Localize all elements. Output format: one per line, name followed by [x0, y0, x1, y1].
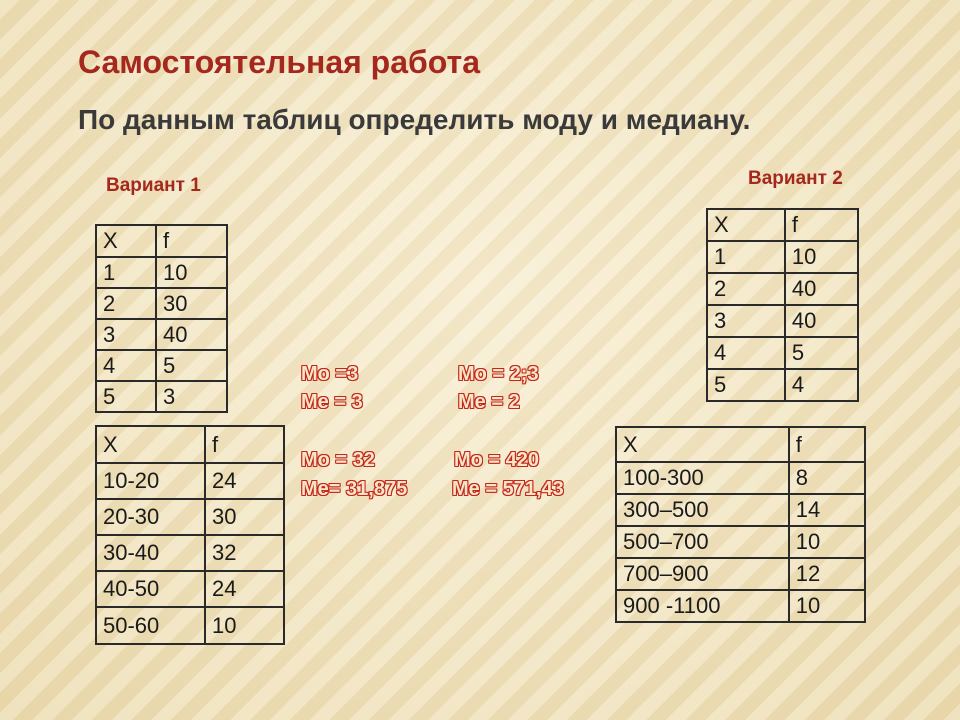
table-row: [96, 288, 227, 319]
table-cell: 4: [707, 337, 785, 369]
table-row: [616, 526, 865, 558]
table-cell: 10: [789, 526, 865, 558]
table-cell: 30: [205, 499, 284, 535]
header-cell: X: [96, 225, 156, 257]
table-cell: 24: [205, 463, 284, 499]
table-cell: 3: [96, 319, 156, 350]
header-cell: f: [156, 225, 227, 257]
table-cell: 4: [785, 369, 858, 401]
answer-v1-mode-discrete: Мо =3: [301, 363, 359, 385]
table-cell: 10: [205, 607, 284, 644]
table-cell: 40: [156, 319, 227, 350]
table-cell: 10: [156, 257, 227, 288]
table-row: [707, 305, 858, 337]
table-row: [96, 350, 227, 381]
table-row: [96, 257, 227, 288]
answer-v1-median-interval: Ме= 31,875: [301, 478, 408, 500]
table-cell: 3: [156, 381, 227, 412]
variant-1-label: Вариант 1: [106, 175, 201, 196]
table-cell: 5: [96, 381, 156, 412]
answer-v2-mode-interval: Мо = 420: [454, 449, 540, 471]
table-cell: 10: [789, 590, 865, 622]
header-cell: f: [785, 209, 858, 241]
answer-v1-median-discrete: Ме = 3: [301, 391, 363, 413]
answer-v2-median-interval: Ме = 571,43: [452, 478, 564, 500]
table-cell: 100-300: [616, 462, 789, 494]
variant-1-interval-table: [95, 425, 285, 645]
answer-v1-mode-interval: Мо = 32: [301, 449, 375, 471]
table-cell: 10-20: [96, 463, 205, 499]
table-cell: 14: [789, 494, 865, 526]
variant-2-label: Вариант 2: [748, 168, 843, 189]
table-row: [96, 607, 284, 644]
table-cell: 40: [785, 273, 858, 305]
table-cell: 5: [707, 369, 785, 401]
table-cell: 30-40: [96, 535, 205, 571]
table-cell: 5: [156, 350, 227, 381]
variant-2-interval-table: [615, 426, 866, 623]
table-row: [96, 319, 227, 350]
header-cell: f: [205, 426, 284, 463]
table-row: [616, 558, 865, 590]
table-cell: 700–900: [616, 558, 789, 590]
table-cell: 2: [96, 288, 156, 319]
table-row: [616, 462, 865, 494]
table-row: [96, 463, 284, 499]
variant-1-discrete-table: [95, 224, 228, 413]
table-row: [616, 590, 865, 622]
table-cell: 10: [785, 241, 858, 273]
table-cell: 3: [707, 305, 785, 337]
header-cell: X: [707, 209, 785, 241]
table-cell: 20-30: [96, 499, 205, 535]
table-cell: 300–500: [616, 494, 789, 526]
table-row: [96, 571, 284, 607]
table-cell: 30: [156, 288, 227, 319]
answer-v2-mode-discrete: Мо = 2;3: [458, 363, 539, 385]
table-cell: 8: [789, 462, 865, 494]
table-row: [707, 369, 858, 401]
table-row: [707, 337, 858, 369]
table-row: [707, 273, 858, 305]
header-cell: X: [96, 426, 205, 463]
table-cell: 24: [205, 571, 284, 607]
header-cell: f: [789, 427, 865, 462]
variant-2-discrete-table: [706, 208, 859, 402]
table-cell: 1: [96, 257, 156, 288]
table-cell: 1: [707, 241, 785, 273]
table-cell: 50-60: [96, 607, 205, 644]
table-row: [96, 381, 227, 412]
table-cell: 32: [205, 535, 284, 571]
header-cell: X: [616, 427, 789, 462]
table-cell: 500–700: [616, 526, 789, 558]
table-row: [707, 241, 858, 273]
table-cell: 40: [785, 305, 858, 337]
table-cell: 2: [707, 273, 785, 305]
slide-subtitle: По данным таблиц определить моду и медиану.: [78, 104, 751, 135]
table-cell: 40-50: [96, 571, 205, 607]
slide-title: Самостоятельная работа: [78, 44, 480, 80]
table-row: [96, 499, 284, 535]
table-cell: 4: [96, 350, 156, 381]
table-cell: 5: [785, 337, 858, 369]
table-row: [96, 535, 284, 571]
table-row: [616, 494, 865, 526]
answer-v2-median-discrete: Ме = 2: [458, 391, 520, 413]
table-cell: 12: [789, 558, 865, 590]
table-cell: 900 -1100: [616, 590, 789, 622]
